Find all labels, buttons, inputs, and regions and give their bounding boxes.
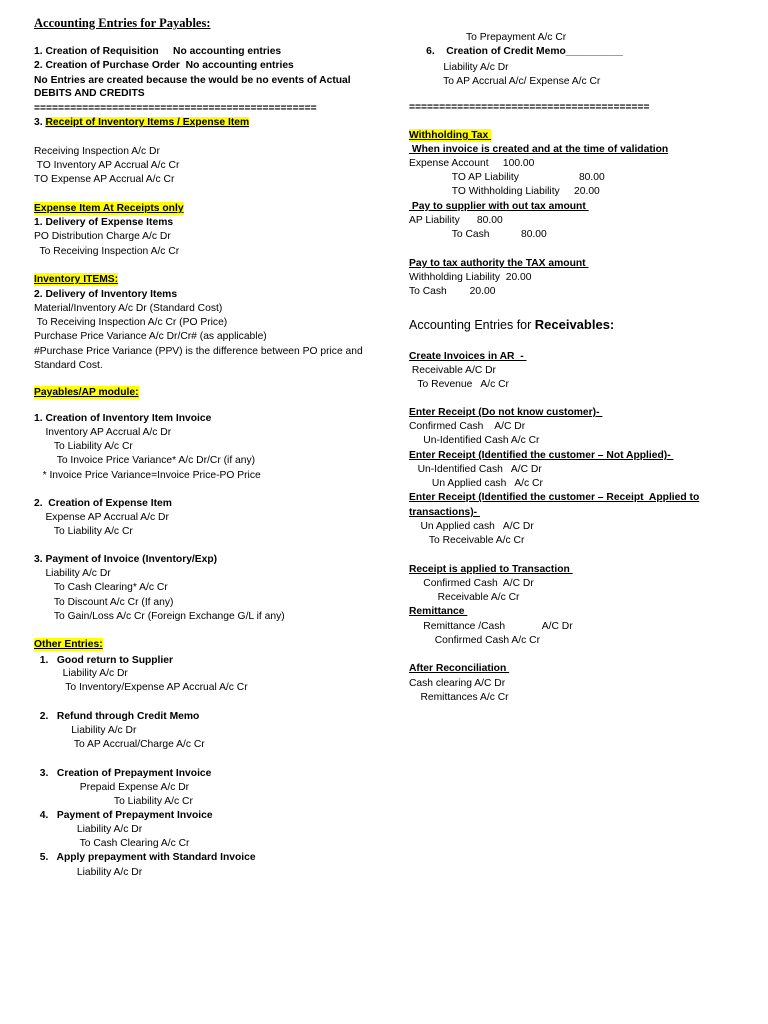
right-line-6 xyxy=(409,143,668,156)
line-text: To Receiving Inspection A/c Cr xyxy=(34,246,180,257)
right-line-26 xyxy=(409,491,699,504)
right-line-13 xyxy=(409,257,588,270)
left-line-0 xyxy=(34,17,211,30)
right-line-7 xyxy=(409,157,534,170)
left-line-34 xyxy=(34,610,285,623)
right-line-24 xyxy=(409,463,542,476)
line-text: Other Entries: xyxy=(34,639,103,650)
left-line-42 xyxy=(34,767,211,780)
line-text: Remittance /Cash A/C Dr xyxy=(409,621,573,632)
line-text: Expense AP Accrual A/c Dr xyxy=(34,512,169,523)
line-text: Liability A/c Dr xyxy=(409,62,509,73)
line-text: Withholding Tax xyxy=(409,130,492,141)
right-line-38 xyxy=(409,691,509,704)
line-text: Remittance xyxy=(409,606,468,617)
left-line-6 xyxy=(34,116,249,129)
line-text: Purchase Price Variance A/c Dr/Cr# (as applicable) xyxy=(34,331,267,342)
left-line-13 xyxy=(34,245,179,258)
line-text: Create Invoices in AR - xyxy=(409,351,527,362)
left-line-1 xyxy=(34,45,281,58)
left-line-16 xyxy=(34,302,222,315)
line-text: 2. Creation of Expense Item xyxy=(34,498,172,509)
right-line-27 xyxy=(409,506,480,519)
right-line-33 xyxy=(409,605,467,618)
left-line-29 xyxy=(34,525,133,538)
left-line-47 xyxy=(34,837,189,850)
left-line-44 xyxy=(34,795,193,808)
line-text: Prepaid Expense A/c Dr xyxy=(34,782,190,793)
left-line-4 xyxy=(34,87,145,100)
right-line-25 xyxy=(409,477,543,490)
left-line-11 xyxy=(34,216,173,229)
line-text: transactions)- xyxy=(409,507,480,518)
right-line-19 xyxy=(409,378,509,391)
right-line-9 xyxy=(409,185,600,198)
left-line-9 xyxy=(34,173,174,186)
left-line-49 xyxy=(34,866,142,879)
line-text: Confirmed Cash A/C Dr xyxy=(409,421,526,432)
line-text: Pay to tax authority the TAX amount xyxy=(409,258,589,269)
right-line-3 xyxy=(409,75,600,88)
right-line-20 xyxy=(409,406,602,419)
left-line-36 xyxy=(34,654,173,667)
line-text: 4. Payment of Prepayment Invoice xyxy=(34,810,213,821)
line-text: Un Applied cash A/c Cr xyxy=(409,478,543,489)
line-text: 1. Creation of Inventory Item Invoice xyxy=(34,413,212,424)
left-line-22 xyxy=(34,412,211,425)
line-text: After Reconciliation xyxy=(409,663,510,674)
line-text: Receivable A/C Dr xyxy=(409,365,496,376)
left-line-28 xyxy=(34,511,169,524)
left-line-40 xyxy=(34,724,136,737)
line-text: DEBITS AND CREDITS xyxy=(34,88,145,99)
line-text: To Invoice Price Variance* A/c Dr/Cr (if any) xyxy=(34,455,256,466)
left-line-8 xyxy=(34,159,179,172)
left-line-33 xyxy=(34,596,173,609)
left-line-41 xyxy=(34,738,205,751)
line-text: To Cash Clearing* A/c Cr xyxy=(34,582,168,593)
bold-heading: Receivables: xyxy=(534,317,615,332)
right-line-17 xyxy=(409,350,527,363)
left-line-39 xyxy=(34,710,199,723)
line-text: 2. Refund through Credit Memo xyxy=(34,711,200,722)
line-text: Liability A/c Dr xyxy=(34,824,143,835)
line-text: TO AP Liability 80.00 xyxy=(409,172,605,183)
line-text: Un Applied cash A/C Dr xyxy=(409,521,534,532)
line-text: Payables/AP module: xyxy=(34,387,139,398)
line-text: AP Liability 80.00 xyxy=(409,215,503,226)
left-line-27 xyxy=(34,497,172,510)
line-text: To Prepayment A/c Cr xyxy=(409,32,567,43)
right-line-8 xyxy=(409,171,605,184)
line-text: 1. Delivery of Expense Items xyxy=(34,217,174,228)
left-line-48 xyxy=(34,851,256,864)
right-line-4 xyxy=(409,101,650,114)
line-text: 3. Creation of Prepayment Invoice xyxy=(34,768,212,779)
left-line-23 xyxy=(34,426,171,439)
line-text: 2. Delivery of Inventory Items xyxy=(34,289,178,300)
line-text: Inventory ITEMS: xyxy=(34,274,119,285)
line-text: To Inventory/Expense AP Accrual A/c Cr xyxy=(34,682,248,693)
left-line-31 xyxy=(34,567,111,580)
left-line-18 xyxy=(34,330,267,343)
line-text: Expense Account 100.00 xyxy=(409,158,535,169)
left-line-20 xyxy=(34,359,103,372)
left-line-46 xyxy=(34,823,142,836)
highlighted-heading: Receipt of Inventory Items / Expense Item xyxy=(45,117,250,128)
right-line-16 xyxy=(409,317,614,333)
right-line-29 xyxy=(409,534,524,547)
line-text: Remittances A/c Cr xyxy=(409,692,509,703)
right-line-32 xyxy=(409,591,519,604)
line-text: TO Withholding Liability 20.00 xyxy=(409,186,600,197)
line-text: ======================================== xyxy=(409,102,650,113)
line-text: Withholding Liability 20.00 xyxy=(409,272,532,283)
line-text: No Entries are created because the would be no events of Actual xyxy=(34,75,351,86)
line-text: When invoice is created and at the time of validation xyxy=(409,144,669,155)
left-line-24 xyxy=(34,440,133,453)
line-text: To Receiving Inspection A/c Cr (PO Price) xyxy=(34,317,228,328)
left-line-37 xyxy=(34,667,128,680)
line-text: Liability A/c Dr xyxy=(34,867,143,878)
line-text: To Liability A/c Cr xyxy=(34,441,133,452)
left-line-7 xyxy=(34,145,160,158)
right-line-18 xyxy=(409,364,496,377)
left-line-35 xyxy=(34,638,103,651)
line-text: 6. Creation of Credit Memo__________ xyxy=(409,46,624,57)
line-text: Inventory AP Accrual A/c Dr xyxy=(34,427,172,438)
left-line-32 xyxy=(34,581,168,594)
line-text: Un-Identified Cash A/C Dr xyxy=(409,464,542,475)
line-text: To Revenue A/c Cr xyxy=(409,379,509,390)
left-line-12 xyxy=(34,230,171,243)
line-text: Receipt is applied to Transaction xyxy=(409,564,573,575)
line-text: To AP Accrual/Charge A/c Cr xyxy=(34,739,205,750)
line-text: Expense Item At Receipts only xyxy=(34,203,184,214)
line-text: To AP Accrual A/c/ Expense A/c Cr xyxy=(409,76,601,87)
left-line-38 xyxy=(34,681,248,694)
line-text: 1. Good return to Supplier xyxy=(34,655,174,666)
line-text: Material/Inventory A/c Dr (Standard Cost) xyxy=(34,303,223,314)
right-line-30 xyxy=(409,563,573,576)
right-line-28 xyxy=(409,520,534,533)
line-text: Cash clearing A/C Dr xyxy=(409,678,506,689)
right-line-34 xyxy=(409,620,573,633)
right-line-21 xyxy=(409,420,525,433)
right-line-5 xyxy=(409,129,491,142)
line-text: Standard Cost. xyxy=(34,360,103,371)
left-line-15 xyxy=(34,288,177,301)
line-text: Un-Identified Cash A/c Cr xyxy=(409,435,540,446)
line-text: #Purchase Price Variance (PPV) is the difference between PO price and xyxy=(34,346,363,357)
left-line-21 xyxy=(34,386,139,399)
right-line-23 xyxy=(409,449,674,462)
left-line-2 xyxy=(34,59,294,72)
line-text: Confirmed Cash A/C Dr xyxy=(409,578,534,589)
right-line-14 xyxy=(409,271,532,284)
line-text: To Cash 20.00 xyxy=(409,286,496,297)
line-text: To Liability A/c Cr xyxy=(34,796,193,807)
left-line-30 xyxy=(34,553,217,566)
right-line-31 xyxy=(409,577,534,590)
line-text: To Cash 80.00 xyxy=(409,229,547,240)
right-line-36 xyxy=(409,662,509,675)
left-line-45 xyxy=(34,809,213,822)
line-text: 1. Creation of Requisition No accounting entries xyxy=(34,46,282,57)
line-text: Accounting Entries for xyxy=(409,318,535,332)
right-line-22 xyxy=(409,434,539,447)
line-text: * Invoice Price Variance=Invoice Price-PO Price xyxy=(34,470,261,481)
line-text: Enter Receipt (Identified the customer – Receipt Applied to xyxy=(409,492,700,503)
line-text: 3. Payment of Invoice (Inventory/Exp) xyxy=(34,554,218,565)
left-line-3 xyxy=(34,74,351,87)
line-text: Liability A/c Dr xyxy=(34,668,128,679)
left-line-26 xyxy=(34,469,261,482)
right-line-35 xyxy=(409,634,540,647)
right-line-37 xyxy=(409,677,505,690)
left-line-19 xyxy=(34,345,363,358)
left-line-25 xyxy=(34,454,255,467)
line-text: TO Expense AP Accrual A/c Cr xyxy=(34,174,175,185)
line-text: Enter Receipt (Do not know customer)- xyxy=(409,407,603,418)
line-text: Accounting Entries for Payables: xyxy=(34,16,211,30)
right-line-2 xyxy=(409,61,509,74)
right-line-0 xyxy=(409,31,566,44)
right-line-12 xyxy=(409,228,547,241)
left-line-17 xyxy=(34,316,227,329)
left-line-10 xyxy=(34,202,184,215)
line-text: Liability A/c Dr xyxy=(34,568,111,579)
line-text: Pay to supplier with out tax amount xyxy=(409,201,589,212)
line-text: 2. Creation of Purchase Order No accounting entries xyxy=(34,60,294,71)
line-text: Liability A/c Dr xyxy=(34,725,137,736)
right-line-11 xyxy=(409,214,503,227)
line-text: 5. Apply prepayment with Standard Invoice xyxy=(34,852,256,863)
line-text: 3. xyxy=(34,117,46,128)
line-text: TO Inventory AP Accrual A/c Cr xyxy=(34,160,180,171)
right-line-1 xyxy=(409,45,623,58)
line-text: Confirmed Cash A/c Cr xyxy=(409,635,541,646)
line-text: =============================================== xyxy=(34,103,317,114)
left-line-5 xyxy=(34,102,317,115)
line-text: To Receivable A/c Cr xyxy=(409,535,525,546)
line-text: To Gain/Loss A/c Cr (Foreign Exchange G/L if any) xyxy=(34,611,285,622)
line-text: Receiving Inspection A/c Dr xyxy=(34,146,160,157)
line-text: To Discount A/c Cr (If any) xyxy=(34,597,174,608)
line-text: To Liability A/c Cr xyxy=(34,526,133,537)
left-line-14 xyxy=(34,273,118,286)
line-text: Receivable A/c Cr xyxy=(409,592,520,603)
line-text: PO Distribution Charge A/c Dr xyxy=(34,231,171,242)
left-line-43 xyxy=(34,781,189,794)
line-text: To Cash Clearing A/c Cr xyxy=(34,838,190,849)
right-line-15 xyxy=(409,285,495,298)
right-line-10 xyxy=(409,200,589,213)
line-text: Enter Receipt (Identified the customer – Not Applied)- xyxy=(409,450,674,461)
